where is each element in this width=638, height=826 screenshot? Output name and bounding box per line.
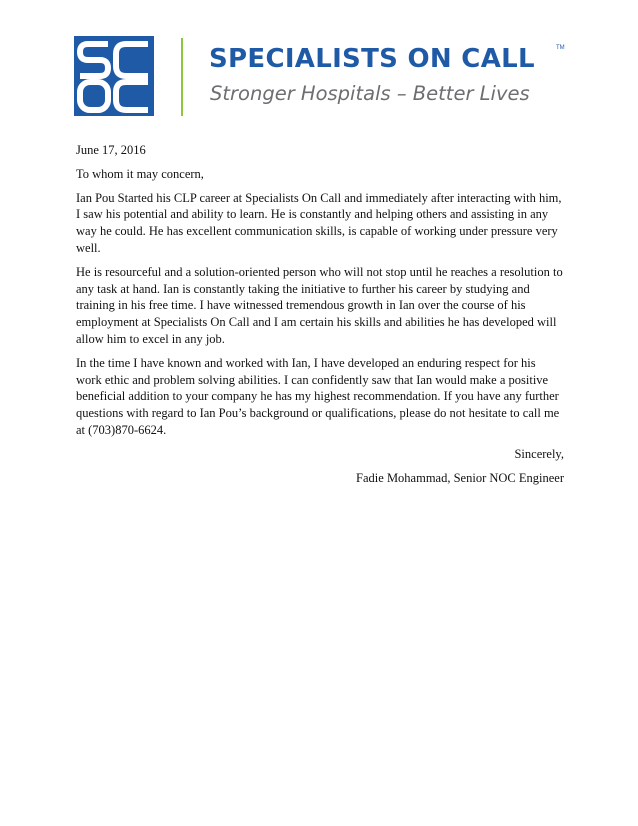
letter-paragraph-2: He is resourceful and a solution-oriented person who will not stop until he reaches a resolution to any task at hand. Ian is constantly taking the initiative to further his career by studying and training in his free time. I have witnessed tremendous growth in Ian over the course of his employment at Specialists On Call and I am certain his skills and abilities he has developed will allow him to excel in any job. — [76, 264, 563, 346]
letter-salutation: To whom it may concern, — [76, 166, 204, 181]
letterhead-divider — [181, 38, 183, 116]
brand-name: SPECIALISTS ON CALL — [209, 44, 535, 74]
letter-paragraph-3: In the time I have known and worked with Ian, I have developed an enduring respect for his work ethic and problem solving abilities. I can confidently saw that Ian would make a positive beneficial addition to your company he has my highest recommendation. If you have any further questions with regard to Ian Pou’s background or qualifications, please do not hesitate to call me at (703)870-6624. — [76, 355, 560, 437]
letter-body — [76, 142, 564, 493]
letter-date: June 17, 2016 — [76, 143, 146, 157]
letterhead — [74, 36, 574, 120]
trademark-mark: TM — [556, 45, 565, 51]
soc-monogram-logo-icon — [74, 36, 154, 116]
letter-paragraph-1: Ian Pou Started his CLP career at Specialists On Call and immediately after interacting with him, I saw his potential and ability to learn. He is constantly and helping others and assisting in any way he could. He has excellent communication skills, is capable of working under pressure very well. — [76, 190, 562, 255]
brand-tagline: Stronger Hospitals – Better Lives — [210, 82, 530, 105]
letter-signature: Fadie Mohammad, Senior NOC Engineer — [356, 470, 564, 485]
letter-closing: Sincerely, — [514, 446, 564, 461]
